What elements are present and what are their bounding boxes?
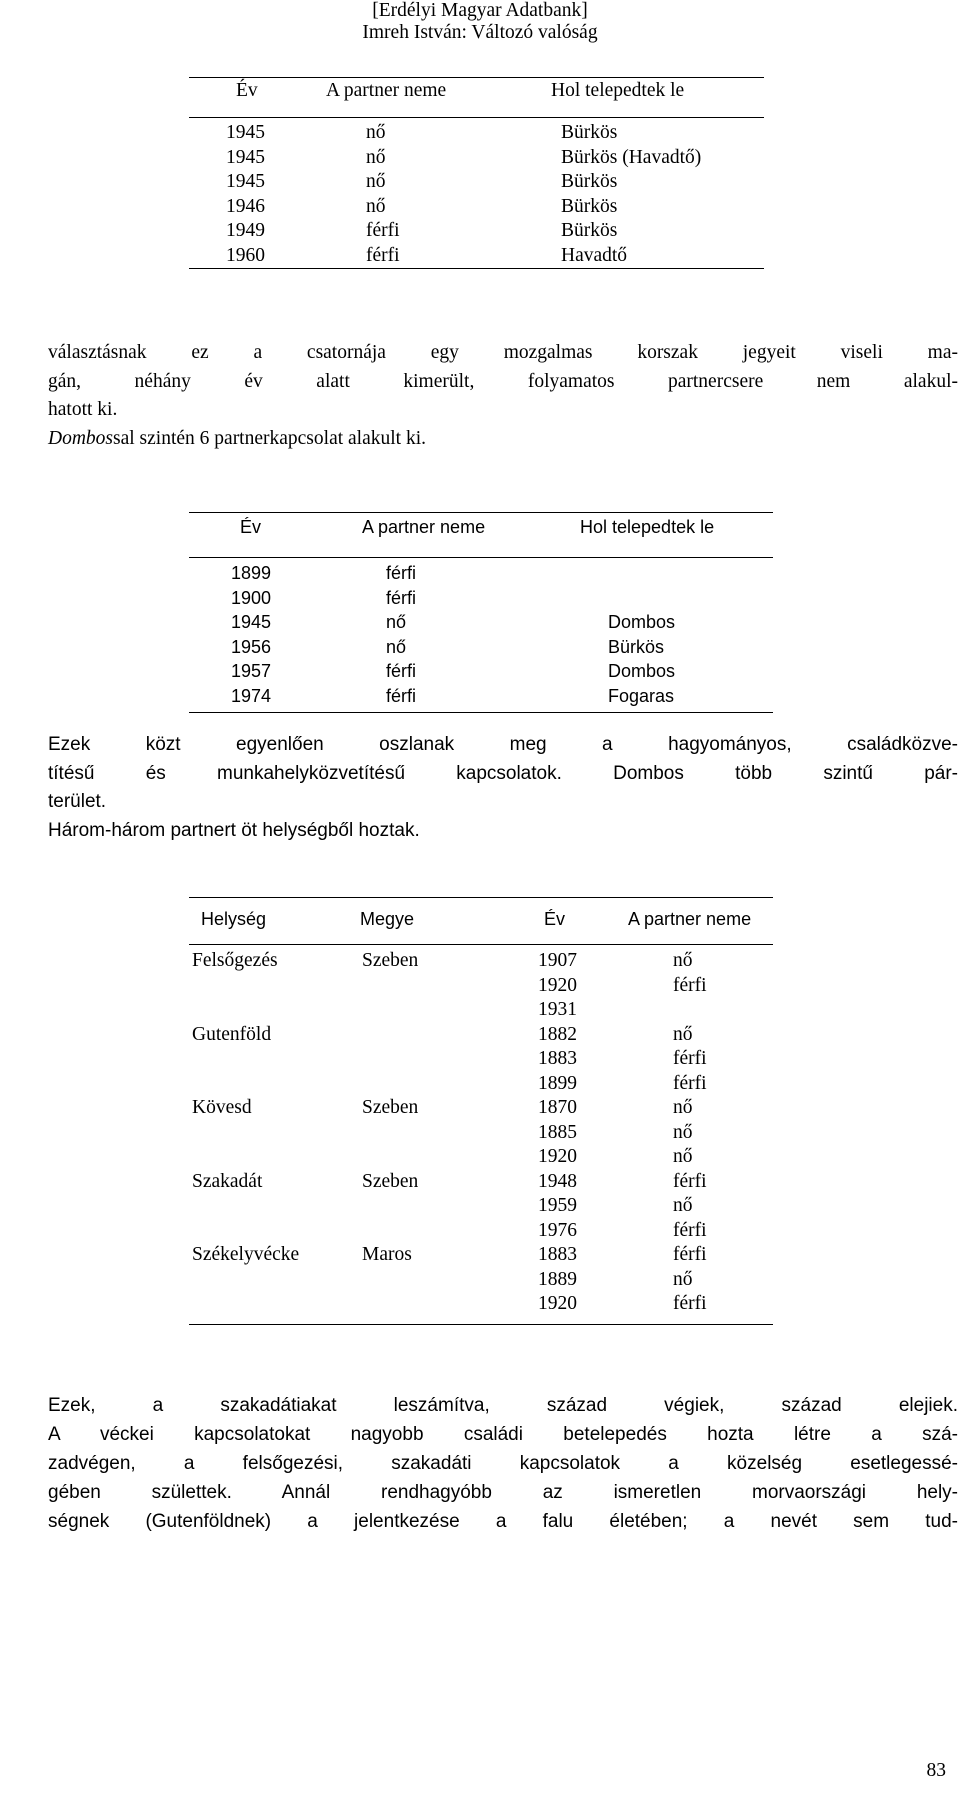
table-cell: 1976: [538, 1219, 577, 1241]
table-cell: Bürkös (Havadtő): [561, 146, 702, 168]
table-cell: 1959: [538, 1195, 577, 1216]
table-cell: 1883: [538, 1048, 577, 1069]
table-cell: 1948: [538, 1170, 577, 1192]
table-cell: férfi: [366, 244, 400, 266]
table-cell: Dombos: [608, 612, 676, 632]
table-cell: 1974: [231, 685, 272, 706]
table-cell: Bürkös: [561, 122, 618, 143]
table-rule-bottom: [189, 1324, 773, 1325]
column-header: Hol telepedtek le: [551, 80, 685, 101]
paragraph-text: sal szintén 6 partnerkapcsolat alakult ki.: [113, 428, 426, 449]
table-cell: nő: [673, 1121, 693, 1143]
header-title: Imreh István: Változó valóság: [362, 22, 598, 43]
paragraph: [48, 1391, 958, 1536]
table-cell: nő: [386, 612, 407, 632]
paragraph-line: ségnek (Gutenföldnek) a jelentkezése a falu életében; a nevét sem tud-: [48, 1511, 958, 1532]
table-cell: 1885: [538, 1121, 577, 1143]
table-cell: 1899: [538, 1072, 577, 1094]
table-cell: 1957: [231, 661, 272, 681]
paragraph-line: gében születtek. Annál rendhagyóbb az ismeretlen morvaországi hely-: [48, 1482, 958, 1503]
table-cell: férfi: [366, 220, 400, 241]
page-number: 83: [926, 1760, 946, 1781]
column-header: Év: [240, 517, 262, 537]
table-cell: nő: [366, 146, 386, 168]
table-cell: nő: [673, 1023, 693, 1045]
table-cell: 1945: [226, 146, 265, 168]
table-cell: Bürkös: [561, 171, 618, 192]
table-cell: Havadtő: [561, 244, 628, 266]
table-rule-header: [189, 944, 773, 945]
table-cell: 1920: [538, 1293, 577, 1314]
table-cell: 1883: [538, 1244, 577, 1265]
paragraph-line: Ezek közt egyenlően oszlanak meg a hagyományos, családközve-: [48, 734, 958, 755]
table-cell: férfi: [386, 563, 417, 583]
table-cell: 1920: [538, 1146, 577, 1167]
table-cell: nő: [366, 195, 386, 217]
table-cell: férfi: [386, 661, 417, 681]
table-cell: nő: [673, 1195, 693, 1216]
table-cell: 1870: [538, 1097, 577, 1118]
table-cell: 1945: [226, 122, 265, 143]
table-cell: Maros: [362, 1244, 412, 1265]
paragraph-line: terület.: [48, 791, 107, 812]
table-cell: Szeben: [362, 1170, 419, 1192]
table-cell: Gutenföld: [192, 1023, 272, 1045]
column-header: A partner neme: [326, 80, 447, 101]
table-cell: férfi: [673, 1293, 707, 1314]
table-cell: 1900: [231, 587, 272, 608]
column-header: Év: [236, 80, 258, 101]
table-cell: férfi: [673, 974, 707, 996]
table-cell: Székelyvécke: [192, 1244, 300, 1265]
table-cell: 1889: [538, 1268, 577, 1290]
table-cell: 1920: [538, 974, 577, 996]
table-cell: férfi: [673, 1244, 707, 1265]
table-cell: férfi: [386, 587, 417, 608]
column-header: Hol telepedtek le: [580, 517, 715, 537]
table-cell: nő: [673, 1146, 693, 1167]
column-header: Helység: [201, 909, 267, 929]
column-header: A partner neme: [628, 909, 752, 929]
table-cell: férfi: [386, 685, 417, 706]
table-cell: nő: [366, 171, 386, 192]
column-header: Megye: [360, 909, 415, 929]
paragraph-line: gán, néhány év alatt kimerült, folyamatos partnercsere nem alakul-: [48, 370, 958, 392]
table-cell: Bürkös: [561, 195, 618, 217]
table-cell: Dombos: [608, 661, 676, 681]
table-cell: Fogaras: [608, 685, 675, 706]
table-cell: férfi: [673, 1072, 707, 1094]
place-name-italic: Dombos: [48, 428, 114, 449]
table-cell: nő: [673, 950, 693, 971]
paragraph-line: Három-három partnert öt helységből hoztak.: [48, 820, 420, 841]
table-cell: nő: [366, 122, 386, 143]
table-cell: nő: [386, 636, 407, 657]
table-cell: Szeben: [362, 950, 419, 971]
header-source: [Erdélyi Magyar Adatbank]: [372, 0, 588, 21]
table-cell: Felsőgezés: [192, 950, 278, 971]
table-cell: férfi: [673, 1170, 707, 1192]
paragraph-line: títésű és munkahelyközvetítésű kapcsolatok. Dombos több szintű pár-: [48, 762, 958, 784]
table-cell: férfi: [673, 1219, 707, 1241]
table-cell: 1907: [538, 950, 577, 971]
table-cell: Kövesd: [192, 1097, 252, 1118]
table-cell: Bürkös: [608, 636, 665, 657]
table-cell: 1945: [226, 171, 265, 192]
table-rule-top: [189, 897, 773, 898]
table-cell: 1882: [538, 1023, 577, 1045]
table-cell: Szeben: [362, 1097, 419, 1118]
paragraph-line: zadvégen, a felsőgezési, szakadáti kapcsolatok a közelség esetlegessé-: [48, 1453, 958, 1474]
table-cell: Bürkös: [561, 220, 618, 241]
table-cell: 1945: [231, 612, 272, 632]
table-cell: 1960: [226, 244, 265, 266]
table-cell: 1949: [226, 220, 265, 241]
paragraph-line: A véckei kapcsolatokat nagyobb családi betelepedés hozta létre a szá-: [48, 1424, 958, 1445]
table-cell: nő: [673, 1268, 693, 1290]
paragraph-line: Ezek, a szakadátiakat leszámítva, század végiek, század elejiek.: [48, 1395, 958, 1416]
table-cell: 1931: [538, 999, 577, 1020]
table-cell: 1946: [226, 195, 265, 217]
table-cell: nő: [673, 1097, 693, 1118]
paragraph-line: hatott ki.: [48, 399, 118, 420]
table-cell: 1899: [231, 563, 272, 583]
column-header: Év: [544, 909, 566, 929]
table-cell: 1956: [231, 636, 272, 657]
paragraph-line: választásnak ez a csatornája egy mozgalmas korszak jegyeit viseli ma-: [48, 342, 958, 363]
table-cell: férfi: [673, 1048, 707, 1069]
column-header: A partner neme: [362, 517, 486, 537]
table-cell: Szakadát: [192, 1170, 263, 1192]
